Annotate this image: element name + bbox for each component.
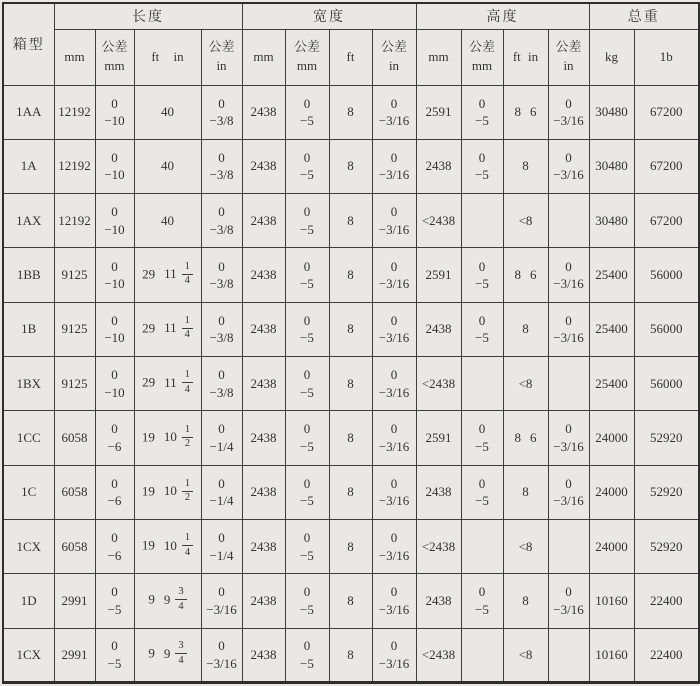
table-cell (461, 194, 503, 248)
table-cell: 0 −10 (95, 302, 134, 356)
fraction: $\frac{1}{2}$ (182, 425, 193, 450)
table-cell: 52920 (634, 520, 699, 574)
table-cell (548, 357, 589, 411)
table-cell: 0 −5 (285, 248, 329, 302)
table-cell (548, 628, 589, 682)
table-cell: 19 10 $\frac{1}{2}$ (134, 465, 201, 519)
table-cell: <8 (503, 628, 548, 682)
table-cell: 9125 (54, 357, 95, 411)
table-cell: 52920 (634, 411, 699, 465)
table-row (3, 465, 699, 519)
table-cell: 0 −1/4 (201, 411, 242, 465)
table-cell: 2591 (416, 411, 461, 465)
table-row (3, 411, 699, 465)
table-cell: <2438 (416, 194, 461, 248)
table-cell (461, 357, 503, 411)
table-cell: 2438 (416, 465, 461, 519)
table-cell: 0 −3/8 (201, 248, 242, 302)
table-cell: 6058 (54, 520, 95, 574)
table-cell: 10160 (589, 574, 634, 628)
table-cell: 0 −5 (285, 194, 329, 248)
table-cell: <2438 (416, 628, 461, 682)
table-cell: 2438 (242, 520, 285, 574)
table-cell: 8 (503, 302, 548, 356)
table-cell: 0 −5 (285, 628, 329, 682)
table-row (3, 628, 699, 682)
row-type-cell: 1BB (3, 248, 54, 302)
table-cell: 0 −3/16 (372, 357, 416, 411)
row-type-cell: 1B (3, 302, 54, 356)
table-cell: 2438 (416, 302, 461, 356)
table-cell: 0 −5 (461, 248, 503, 302)
table-cell: 2438 (416, 139, 461, 193)
table-cell: 29 11 $\frac{1}{4}$ (134, 248, 201, 302)
table-cell: 6058 (54, 411, 95, 465)
table-cell: 24000 (589, 465, 634, 519)
table-cell: 40 (134, 194, 201, 248)
table-cell: 9 9 $\frac{3}{4}$ (134, 574, 201, 628)
table-cell: 0 −3/16 (548, 248, 589, 302)
table-cell: 0 −3/8 (201, 302, 242, 356)
table-cell: 0 −3/16 (548, 139, 589, 193)
table-cell: <8 (503, 194, 548, 248)
table-cell: 2991 (54, 574, 95, 628)
table-cell: 0 −3/16 (372, 574, 416, 628)
table-cell: 8 6 (503, 411, 548, 465)
table-cell: 8 (329, 357, 372, 411)
fraction: $\frac{3}{4}$ (175, 587, 186, 612)
table-cell: 56000 (634, 357, 699, 411)
row-type-cell: 1CC (3, 411, 54, 465)
table-cell: 25400 (589, 302, 634, 356)
table-row (3, 248, 699, 302)
table-cell: 2438 (242, 574, 285, 628)
row-type-cell: 1BX (3, 357, 54, 411)
col-header-length-tol-mm: 公差 mm (95, 29, 134, 85)
table-cell: 67200 (634, 139, 699, 193)
table-cell: 8 (329, 520, 372, 574)
table-cell: 56000 (634, 248, 699, 302)
row-type-cell: 1D (3, 574, 54, 628)
table-cell: 2438 (242, 139, 285, 193)
table-cell: 29 11 $\frac{1}{4}$ (134, 302, 201, 356)
table-cell: 0 −5 (461, 302, 503, 356)
table-cell: 56000 (634, 302, 699, 356)
table-cell: 2591 (416, 248, 461, 302)
table-cell: 2438 (242, 465, 285, 519)
table-row (3, 85, 699, 139)
table-cell: 0 −5 (285, 357, 329, 411)
table-cell: 0 −3/16 (372, 194, 416, 248)
col-header-weight-kg: kg (589, 29, 634, 85)
table-cell (548, 520, 589, 574)
table-header (3, 3, 699, 85)
table-cell: 30480 (589, 85, 634, 139)
col-header-weight-lb: 1b (634, 29, 699, 85)
table-cell: 22400 (634, 574, 699, 628)
table-cell: 30480 (589, 139, 634, 193)
table-cell: 0 −3/16 (548, 574, 589, 628)
table-cell: 6058 (54, 465, 95, 519)
table-cell: 2991 (54, 628, 95, 682)
table-cell: 0 −5 (285, 139, 329, 193)
table-cell: 0 −5 (461, 574, 503, 628)
table-cell: 19 10 $\frac{1}{4}$ (134, 520, 201, 574)
table-cell: 0 −5 (285, 520, 329, 574)
table-cell: 0 −3/8 (201, 139, 242, 193)
row-type-cell: 1CX (3, 628, 54, 682)
table-cell: 25400 (589, 248, 634, 302)
table-cell: <2438 (416, 357, 461, 411)
table-cell: 8 (329, 248, 372, 302)
table-cell (461, 628, 503, 682)
table-cell: 8 (329, 139, 372, 193)
table-cell: 0 −3/8 (201, 85, 242, 139)
table-cell: 24000 (589, 520, 634, 574)
col-header-width-tol-mm: 公差 mm (285, 29, 329, 85)
table-cell: 8 (329, 411, 372, 465)
col-header-width-mm: mm (242, 29, 285, 85)
table-cell: 8 (329, 85, 372, 139)
table-cell: 0 −5 (285, 574, 329, 628)
table-cell: 2438 (242, 628, 285, 682)
table-cell: 8 (503, 465, 548, 519)
corner-header-box-type: 箱型 (3, 3, 54, 85)
table-cell: 8 (329, 194, 372, 248)
fraction: $\frac{1}{4}$ (182, 533, 193, 558)
fraction: $\frac{3}{4}$ (175, 641, 186, 666)
table-cell: 30480 (589, 194, 634, 248)
table-cell: 40 (134, 139, 201, 193)
table-cell: 12192 (54, 194, 95, 248)
row-type-cell: 1CX (3, 520, 54, 574)
fraction: $\frac{1}{4}$ (182, 370, 193, 395)
table-cell: 0 −5 (285, 302, 329, 356)
table-cell: 0 −5 (285, 411, 329, 465)
table-cell: 0 −5 (461, 465, 503, 519)
table-cell: 9 9 $\frac{3}{4}$ (134, 628, 201, 682)
table-cell: 0 −3/16 (548, 465, 589, 519)
group-header-row (3, 3, 699, 29)
table-cell: 8 (329, 574, 372, 628)
table-cell: 0 −3/8 (201, 194, 242, 248)
table-row (3, 574, 699, 628)
table-cell: 0 −3/16 (372, 520, 416, 574)
table-cell: 22400 (634, 628, 699, 682)
table-cell: 2438 (242, 411, 285, 465)
table-cell: 0 −10 (95, 248, 134, 302)
table-cell: 0 −5 (285, 465, 329, 519)
table-cell: 8 (329, 302, 372, 356)
col-header-height-tol-in: 公差 in (548, 29, 589, 85)
table-cell: 0 −6 (95, 411, 134, 465)
table-cell: 0 −5 (285, 85, 329, 139)
table-cell: 0 −10 (95, 85, 134, 139)
table-cell: 8 (329, 628, 372, 682)
table-cell: <8 (503, 520, 548, 574)
table-cell: 0 −3/16 (548, 85, 589, 139)
table-cell: 0 −3/16 (372, 85, 416, 139)
table-cell: 29 11 $\frac{1}{4}$ (134, 357, 201, 411)
table-cell: 19 10 $\frac{1}{2}$ (134, 411, 201, 465)
table-cell: 0 −3/16 (372, 248, 416, 302)
fraction: $\frac{1}{4}$ (182, 316, 193, 341)
fraction: $\frac{1}{4}$ (182, 262, 193, 287)
fraction: $\frac{1}{2}$ (182, 479, 193, 504)
table-cell: 8 6 (503, 248, 548, 302)
table-cell: 0 −1/4 (201, 465, 242, 519)
table-cell: <2438 (416, 520, 461, 574)
col-header-height-tol-mm: 公差 mm (461, 29, 503, 85)
table-cell: 8 (503, 574, 548, 628)
table-cell: 0 −10 (95, 139, 134, 193)
table-cell: 0 −1/4 (201, 520, 242, 574)
table-row (3, 357, 699, 411)
table-cell: 0 −3/16 (201, 574, 242, 628)
table-cell: 2438 (242, 85, 285, 139)
table-cell: 2438 (242, 194, 285, 248)
table-cell: 0 −3/16 (548, 302, 589, 356)
table-row (3, 302, 699, 356)
table-cell: 0 −3/8 (201, 357, 242, 411)
table-cell: 0 −3/16 (372, 139, 416, 193)
table-cell: 2438 (416, 574, 461, 628)
table-row (3, 194, 699, 248)
table-cell: 0 −6 (95, 520, 134, 574)
table-cell: 24000 (589, 411, 634, 465)
table-cell: 0 −10 (95, 357, 134, 411)
table-cell: 0 −3/16 (372, 628, 416, 682)
table-row (3, 520, 699, 574)
table-cell (548, 194, 589, 248)
table-cell: 0 −3/16 (372, 465, 416, 519)
table-cell: 9125 (54, 248, 95, 302)
table-cell: 0 −3/16 (201, 628, 242, 682)
table-cell: 0 −3/16 (372, 302, 416, 356)
table-cell: 0 −5 (461, 139, 503, 193)
table-cell: 8 6 (503, 85, 548, 139)
table-cell: 8 (329, 465, 372, 519)
table-body (3, 85, 699, 683)
group-header-width: 宽度 (242, 3, 416, 29)
col-header-width-ft: ft (329, 29, 372, 85)
row-type-cell: 1AX (3, 194, 54, 248)
table-cell: 12192 (54, 139, 95, 193)
table-cell: 2438 (242, 357, 285, 411)
table-cell (461, 520, 503, 574)
group-header-length: 长度 (54, 3, 242, 29)
table-cell: 0 −10 (95, 194, 134, 248)
table-cell: 52920 (634, 465, 699, 519)
table-cell: 8 (503, 139, 548, 193)
col-header-length-mm: mm (54, 29, 95, 85)
table-cell: 25400 (589, 357, 634, 411)
table-cell: 0 −3/16 (372, 411, 416, 465)
table-cell: 2438 (242, 248, 285, 302)
table-row (3, 139, 699, 193)
table-cell: 0 −6 (95, 465, 134, 519)
table-cell: 0 −5 (461, 85, 503, 139)
table-cell: 2591 (416, 85, 461, 139)
col-header-length-tol-in: 公差 in (201, 29, 242, 85)
table-cell: 10160 (589, 628, 634, 682)
table-cell: 67200 (634, 194, 699, 248)
col-header-height-ftin: ft in (503, 29, 548, 85)
group-header-gross-weight: 总重 (589, 3, 699, 29)
col-header-height-mm: mm (416, 29, 461, 85)
sub-header-row (3, 29, 699, 85)
row-type-cell: 1A (3, 139, 54, 193)
table-cell: 40 (134, 85, 201, 139)
table-cell: 0 −5 (95, 574, 134, 628)
col-header-length-ftin: ft in (134, 29, 201, 85)
table-cell: 2438 (242, 302, 285, 356)
table-cell: 67200 (634, 85, 699, 139)
row-type-cell: 1AA (3, 85, 54, 139)
group-header-height: 高度 (416, 3, 589, 29)
table-cell: 0 −5 (95, 628, 134, 682)
container-spec-table (2, 2, 700, 684)
col-header-width-tol-in: 公差 in (372, 29, 416, 85)
table-cell: 0 −3/16 (548, 411, 589, 465)
row-type-cell: 1C (3, 465, 54, 519)
table-cell: 0 −5 (461, 411, 503, 465)
table-cell: <8 (503, 357, 548, 411)
table-cell: 9125 (54, 302, 95, 356)
table-cell: 12192 (54, 85, 95, 139)
